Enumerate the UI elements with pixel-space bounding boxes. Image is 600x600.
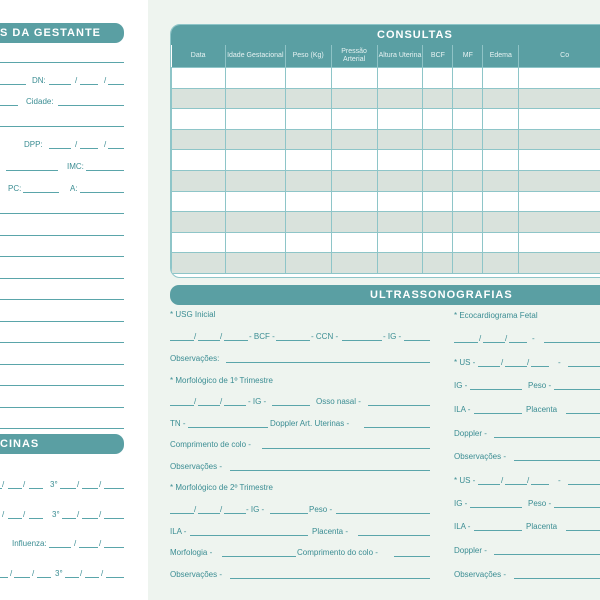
table-row [172, 170, 600, 191]
ccn-label: - CCN - [311, 332, 339, 341]
vaccine-dose-field[interactable] [62, 518, 76, 519]
table-cell[interactable] [285, 170, 331, 191]
table-cell[interactable] [331, 212, 377, 233]
ig-field[interactable] [270, 513, 308, 514]
table-cell[interactable] [172, 253, 226, 274]
table-cell[interactable] [377, 68, 423, 89]
us-month-field[interactable] [505, 366, 527, 367]
usg-inicial-year-field[interactable] [224, 340, 248, 341]
table-cell[interactable] [423, 150, 453, 171]
dn-day-field[interactable] [49, 84, 71, 85]
table-cell[interactable] [225, 150, 285, 171]
observacoes-label: Observações - [170, 570, 223, 579]
field-line[interactable] [0, 407, 124, 408]
table-cell[interactable] [423, 232, 453, 253]
vaccine-dose-3-label: 3° [50, 480, 58, 489]
column-header: Idade Gestacional [225, 45, 285, 68]
placenta-field[interactable] [566, 530, 600, 531]
vaccine-dose-field[interactable] [82, 518, 98, 519]
date-slash: / [77, 510, 80, 519]
us-day-field[interactable] [478, 366, 500, 367]
placenta-field[interactable] [358, 535, 430, 536]
table-row [172, 212, 600, 233]
table-cell[interactable] [423, 212, 453, 233]
dash: - [532, 334, 535, 343]
us-month-field[interactable] [505, 484, 527, 485]
dn-label: DN: [32, 76, 46, 85]
date-slash: / [75, 140, 78, 149]
consultas-card [170, 24, 600, 278]
table-cell[interactable] [225, 68, 285, 89]
table-cell[interactable] [225, 129, 285, 150]
osso-nasal-field[interactable] [368, 405, 430, 406]
table-cell[interactable] [225, 253, 285, 274]
vaccines-section-header [0, 434, 124, 454]
dn-year-field[interactable] [108, 84, 124, 85]
column-header: Edema [483, 45, 519, 68]
table-cell[interactable] [483, 232, 519, 253]
table-cell[interactable] [453, 191, 483, 212]
date-slash: / [2, 510, 5, 519]
ig-label: IG - [454, 499, 468, 508]
dpp-month-field[interactable] [80, 148, 98, 149]
comprimento-colo-label: Comprimento do colo - [297, 548, 378, 557]
table-cell[interactable] [483, 129, 519, 150]
vaccine-dose-field[interactable] [104, 488, 124, 489]
table-cell[interactable] [519, 253, 600, 274]
column-header: Pressão Arterial [331, 45, 377, 68]
table-row [172, 129, 600, 150]
date-slash: / [501, 476, 504, 485]
table-cell[interactable] [423, 253, 453, 274]
doppler-uterinas-field[interactable] [364, 427, 430, 428]
usg-inicial-label: * USG Inicial [170, 310, 216, 319]
field-line[interactable] [0, 256, 124, 257]
table-cell[interactable] [519, 150, 600, 171]
ila-label: ILA - [170, 527, 187, 536]
us-year-field[interactable] [531, 366, 549, 367]
date-slash: / [527, 476, 530, 485]
a-field[interactable] [80, 192, 124, 193]
ig-label: - IG - [248, 397, 267, 406]
bcf-label: - BCF - [249, 332, 275, 341]
date-slash: / [194, 397, 197, 406]
table-cell[interactable] [285, 129, 331, 150]
column-header: Co [519, 45, 600, 68]
table-cell[interactable] [453, 109, 483, 130]
field-line[interactable] [6, 170, 58, 171]
table-cell[interactable] [377, 253, 423, 274]
ila-field[interactable] [190, 535, 308, 536]
date-slash: / [194, 505, 197, 514]
morf1-day-field[interactable] [170, 405, 194, 406]
table-cell[interactable] [483, 88, 519, 109]
bcf-field[interactable] [276, 340, 310, 341]
ig-field[interactable] [470, 507, 522, 508]
ila-field[interactable] [474, 413, 522, 414]
table-cell[interactable] [225, 109, 285, 130]
vaccine-dose-field[interactable] [37, 577, 51, 578]
table-cell[interactable] [453, 88, 483, 109]
table-cell[interactable] [377, 212, 423, 233]
field-line[interactable] [0, 364, 124, 365]
usg-inicial-month-field[interactable] [198, 340, 220, 341]
us-year-field[interactable] [531, 484, 549, 485]
table-cell[interactable] [519, 191, 600, 212]
table-cell[interactable] [453, 212, 483, 233]
peso-field[interactable] [554, 389, 600, 390]
date-slash: / [104, 76, 107, 85]
table-cell[interactable] [172, 232, 226, 253]
tn-field[interactable] [188, 427, 268, 428]
ig-field[interactable] [470, 389, 522, 390]
records-panel [148, 0, 600, 600]
placenta-label: Placenta - [312, 527, 349, 536]
table-cell[interactable] [377, 150, 423, 171]
vaccine-dose-field[interactable] [14, 577, 30, 578]
peso-label: Peso - [528, 499, 552, 508]
table-cell[interactable] [377, 170, 423, 191]
table-cell[interactable] [172, 212, 226, 233]
table-cell[interactable] [453, 232, 483, 253]
table-cell[interactable] [172, 170, 226, 191]
table-cell[interactable] [483, 109, 519, 130]
vaccine-dose-field[interactable] [104, 518, 124, 519]
a-label: A: [70, 184, 78, 193]
table-cell[interactable] [377, 88, 423, 109]
date-slash: / [32, 569, 35, 578]
influenza-year-field[interactable] [104, 547, 124, 548]
usg-inicial-day-field[interactable] [170, 340, 194, 341]
date-slash: / [74, 539, 77, 548]
peso-label: Peso - [528, 381, 552, 390]
table-cell[interactable] [519, 212, 600, 233]
placenta-label: Placenta [526, 522, 558, 531]
us-day-field[interactable] [478, 484, 500, 485]
ila-label: ILA - [454, 405, 471, 414]
field-line[interactable] [0, 105, 18, 106]
table-cell[interactable] [225, 88, 285, 109]
date-slash: / [99, 480, 102, 489]
table-cell[interactable] [453, 170, 483, 191]
peso-label: Peso - [309, 505, 333, 514]
ig-field[interactable] [404, 340, 430, 341]
table-cell[interactable] [285, 253, 331, 274]
observacoes-field[interactable] [514, 460, 600, 461]
table-cell[interactable] [331, 253, 377, 274]
address-field-line[interactable] [0, 126, 124, 127]
table-cell[interactable] [377, 109, 423, 130]
cidade-label: Cidade: [26, 97, 54, 106]
table-cell[interactable] [453, 68, 483, 89]
morf1-month-field[interactable] [198, 405, 220, 406]
comprimento-colo-label: Comprimento de colo - [170, 440, 251, 449]
table-cell[interactable] [423, 68, 453, 89]
vaccine-dose-field[interactable] [8, 518, 22, 519]
column-header: BCF [423, 45, 453, 68]
vaccine-dose-field[interactable] [29, 488, 43, 489]
table-cell[interactable] [331, 129, 377, 150]
table-cell[interactable] [377, 232, 423, 253]
morf1-year-field[interactable] [224, 405, 246, 406]
column-header: Altura Uterina [377, 45, 423, 68]
observacoes-label: Observações - [454, 452, 507, 461]
ecocardiograma-field[interactable] [544, 342, 600, 343]
doppler-label: Doppler - [454, 546, 487, 555]
vaccine-dose-field[interactable] [106, 577, 124, 578]
table-cell[interactable] [225, 191, 285, 212]
placenta-label: Placenta [526, 405, 558, 414]
table-cell[interactable] [483, 191, 519, 212]
table-cell[interactable] [331, 88, 377, 109]
cidade-field[interactable] [58, 105, 124, 106]
table-cell[interactable] [423, 191, 453, 212]
column-header: Peso (Kg) [285, 45, 331, 68]
field-line[interactable] [0, 428, 124, 429]
observacoes-label: Observações - [454, 570, 507, 579]
date-slash: / [479, 334, 482, 343]
ig-label: - IG - [246, 505, 265, 514]
morfologia-label: Morfologia - [170, 548, 213, 557]
morf2-month-field[interactable] [198, 513, 220, 514]
ecocardiograma-day-field[interactable] [454, 342, 478, 343]
field-line[interactable] [0, 213, 124, 214]
table-cell[interactable] [519, 129, 600, 150]
peso-field[interactable] [554, 507, 600, 508]
date-slash: / [194, 332, 197, 341]
table-cell[interactable] [519, 68, 600, 89]
morf2-label: * Morfológico de 2º Trimestre [170, 483, 273, 492]
vaccine-dose-field[interactable] [60, 488, 76, 489]
table-cell[interactable] [225, 232, 285, 253]
dpp-year-field[interactable] [108, 148, 124, 149]
column-header: Data [172, 45, 226, 68]
column-header: MF [453, 45, 483, 68]
vaccine-dose-3-label: 3° [55, 569, 63, 578]
morf2-year-field[interactable] [224, 513, 246, 514]
ila-label: ILA - [454, 522, 471, 531]
table-row [172, 191, 600, 212]
table-cell[interactable] [172, 129, 226, 150]
table-row [172, 88, 600, 109]
imc-label: IMC: [67, 162, 84, 171]
observacoes-label: Observações: [170, 354, 220, 363]
table-row [172, 232, 600, 253]
table-cell[interactable] [172, 88, 226, 109]
table-row [172, 150, 600, 171]
date-slash: / [101, 569, 104, 578]
ecocardiograma-year-field[interactable] [509, 342, 527, 343]
table-cell[interactable] [453, 150, 483, 171]
table-cell[interactable] [172, 68, 226, 89]
vaccine-dose-3-label: 3° [52, 510, 60, 519]
consultas-header [171, 25, 600, 45]
table-cell[interactable] [483, 68, 519, 89]
table-cell[interactable] [377, 129, 423, 150]
observacoes-field[interactable] [230, 578, 430, 579]
influenza-day-field[interactable] [49, 547, 71, 548]
date-slash: / [501, 358, 504, 367]
date-slash: / [527, 358, 530, 367]
us-label: * US - [454, 358, 476, 367]
ila-field[interactable] [474, 530, 522, 531]
vaccine-dose-field[interactable] [82, 488, 98, 489]
dpp-day-field[interactable] [49, 148, 71, 149]
vaccines-section-title: CINAS [0, 438, 40, 450]
table-row [172, 109, 600, 130]
table-cell[interactable] [172, 109, 226, 130]
ultrassonografias-title: ULTRASSONOGRAFIAS [370, 289, 513, 301]
name-field-line[interactable] [0, 62, 124, 63]
table-cell[interactable] [423, 170, 453, 191]
dash: - [558, 358, 561, 367]
vaccine-dose-field[interactable] [0, 577, 8, 578]
table-cell[interactable] [423, 88, 453, 109]
consultas-table [171, 45, 600, 274]
pc-label: PC: [8, 184, 22, 193]
ig-field[interactable] [272, 405, 310, 406]
date-slash: / [220, 505, 223, 514]
table-cell[interactable] [172, 191, 226, 212]
morfologia-field[interactable] [222, 556, 296, 557]
table-cell[interactable] [453, 253, 483, 274]
date-slash: / [10, 569, 13, 578]
consultas-title: CONSULTAS [377, 29, 453, 41]
table-row [172, 253, 600, 274]
vaccine-dose-field[interactable] [8, 488, 22, 489]
date-slash: / [2, 480, 5, 489]
ultrassonografias-header [170, 285, 600, 305]
table-cell[interactable] [331, 68, 377, 89]
pc-field[interactable] [23, 192, 59, 193]
ig-label: - IG - [383, 332, 402, 341]
table-cell[interactable] [423, 129, 453, 150]
field-line[interactable] [0, 84, 26, 85]
patient-section-header [0, 23, 124, 43]
observacoes-label: Observações - [170, 462, 223, 471]
ig-label: IG - [454, 381, 468, 390]
comprimento-colo-field[interactable] [262, 448, 430, 449]
date-slash: / [75, 76, 78, 85]
table-cell[interactable] [519, 170, 600, 191]
table-cell[interactable] [285, 150, 331, 171]
influenza-label: Influenza: [12, 539, 47, 548]
field-line[interactable] [0, 299, 124, 300]
us-field[interactable] [568, 484, 600, 485]
table-cell[interactable] [285, 212, 331, 233]
field-line[interactable] [0, 385, 124, 386]
table-cell[interactable] [483, 150, 519, 171]
doppler-field[interactable] [494, 437, 600, 438]
table-cell[interactable] [285, 88, 331, 109]
table-cell[interactable] [519, 88, 600, 109]
vaccine-dose-field[interactable] [65, 577, 79, 578]
date-slash: / [99, 510, 102, 519]
table-cell[interactable] [519, 109, 600, 130]
consultas-header-row [172, 45, 600, 68]
table-cell[interactable] [285, 232, 331, 253]
doppler-uterinas-label: Doppler Art. Uterinas - [270, 419, 350, 428]
table-cell[interactable] [285, 68, 331, 89]
field-line[interactable] [0, 278, 124, 279]
date-slash: / [220, 332, 223, 341]
table-cell[interactable] [225, 212, 285, 233]
morf1-label: * Morfológico de 1º Trimestre [170, 376, 273, 385]
table-cell[interactable] [331, 170, 377, 191]
dpp-label: DPP: [24, 140, 43, 149]
table-cell[interactable] [285, 109, 331, 130]
placenta-field[interactable] [566, 413, 600, 414]
morf2-day-field[interactable] [170, 513, 194, 514]
observacoes-field[interactable] [514, 578, 600, 579]
us-field[interactable] [568, 366, 600, 367]
date-slash: / [77, 480, 80, 489]
field-line[interactable] [0, 235, 124, 236]
ccn-field[interactable] [342, 340, 382, 341]
dn-month-field[interactable] [80, 84, 98, 85]
tn-label: TN - [170, 419, 186, 428]
table-cell[interactable] [225, 170, 285, 191]
osso-nasal-label: Osso nasal - [316, 397, 361, 406]
table-cell[interactable] [483, 253, 519, 274]
vaccine-dose-field[interactable] [29, 518, 43, 519]
influenza-month-field[interactable] [79, 547, 98, 548]
table-cell[interactable] [331, 191, 377, 212]
doppler-field[interactable] [494, 554, 600, 555]
date-slash: / [23, 510, 26, 519]
date-slash: / [80, 569, 83, 578]
ecocardiograma-month-field[interactable] [483, 342, 505, 343]
table-cell[interactable] [377, 191, 423, 212]
table-cell[interactable] [483, 170, 519, 191]
date-slash: / [99, 539, 102, 548]
vaccine-dose-field[interactable] [85, 577, 99, 578]
table-cell[interactable] [331, 150, 377, 171]
table-cell[interactable] [331, 232, 377, 253]
comprimento-colo-field[interactable] [394, 556, 430, 557]
date-slash: / [23, 480, 26, 489]
table-row [172, 68, 600, 89]
observacoes-field[interactable] [226, 362, 430, 363]
date-slash: / [505, 334, 508, 343]
us-label: * US - [454, 476, 476, 485]
date-slash: / [220, 397, 223, 406]
observacoes-field[interactable] [230, 470, 430, 471]
table-cell[interactable] [453, 129, 483, 150]
table-cell[interactable] [331, 109, 377, 130]
date-slash: / [104, 140, 107, 149]
imc-field[interactable] [86, 170, 124, 171]
table-cell[interactable] [172, 150, 226, 171]
table-cell[interactable] [483, 212, 519, 233]
table-cell[interactable] [423, 109, 453, 130]
table-cell[interactable] [519, 232, 600, 253]
field-line[interactable] [0, 342, 124, 343]
patient-section-title: S DA GESTANTE [0, 27, 102, 39]
table-cell[interactable] [285, 191, 331, 212]
doppler-label: Doppler - [454, 429, 487, 438]
dash: - [558, 476, 561, 485]
patient-panel [0, 0, 148, 600]
ecocardiograma-label: * Ecocardiograma Fetal [454, 311, 538, 320]
peso-field[interactable] [336, 513, 430, 514]
field-line[interactable] [0, 321, 124, 322]
